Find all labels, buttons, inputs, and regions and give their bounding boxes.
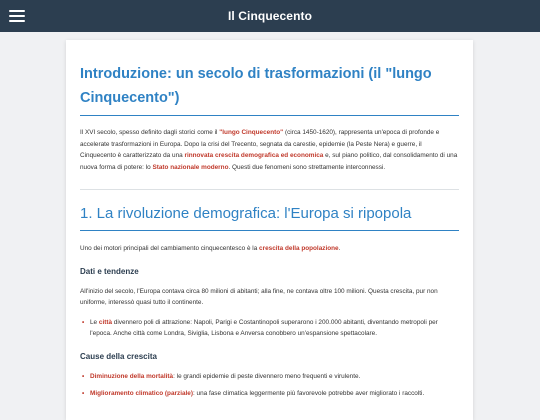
text: e, sul piano politico, dal consolidamento di una nuova forma di potere: lo — [80, 152, 458, 171]
text: divennero poli di attrazione: Napoli, Parigi e Costantinopoli superarono i 200.000 abitanti, diventando metropoli per l'epoca. Anche città come Londra, Siviglia, Lisbona e Anversa conobbero un'espansione spettacolare. — [90, 318, 438, 337]
text: : le grandi epidemie di peste divennero meno frequenti e virulente. — [173, 372, 361, 380]
content-card — [66, 40, 473, 420]
text: (circa 1450-1620), rappresenta un'epoca di profonde e accelerate trasformazioni in Europa. Dopo la crisi del Trecento, segnata da carestie, epidemie (la Peste Nera) e guerre, il Cinquecento è caratterizzato da una — [80, 129, 440, 159]
subheading-cause: Cause della crescita — [80, 351, 157, 361]
text: Il XVI secolo, spesso definito dagli storici come il — [80, 129, 220, 136]
section-intro-paragraph — [80, 243, 459, 255]
menu-bar — [9, 20, 25, 22]
app-header — [0, 0, 540, 32]
cause-list — [80, 371, 459, 400]
highlight-crescita-popolazione: crescita della popolazione — [259, 245, 339, 252]
dati-list — [80, 317, 459, 340]
text: : una fase climatica leggermente più favorevole potrebbe aver migliorato i raccolti. — [192, 390, 425, 397]
text: Le — [90, 318, 99, 326]
highlight-crescita: rinnovata crescita demografica ed economica — [184, 152, 324, 159]
text: . — [338, 245, 341, 252]
menu-bar — [9, 10, 25, 12]
hamburger-menu-icon[interactable] — [8, 7, 26, 25]
dati-paragraph: All'inizio del secolo, l'Europa contava circa 80 milioni di abitanti; alla fine, ne contava oltre 100 milioni. Questa crescita, pur non uniforme, interessò quasi tutto il continente. — [80, 287, 438, 306]
menu-bar — [9, 15, 25, 17]
highlight-lungo-cinquecento: "lungo Cinquecento" — [219, 129, 284, 136]
highlight-clima: Miglioramento climatico (parziale) — [90, 390, 193, 397]
app-title: Il Cinquecento — [227, 9, 313, 23]
intro-paragraph — [80, 127, 459, 173]
highlight-stato-nazionale: Stato nazionale moderno — [152, 163, 229, 171]
section-divider — [80, 189, 459, 190]
list-item — [80, 388, 459, 400]
list-item — [80, 371, 459, 383]
section-heading: 1. La rivoluzione demografica: l'Europa si ripopola — [80, 204, 459, 231]
subheading-dati: Dati e tendenze — [80, 266, 139, 276]
list-item — [80, 317, 459, 340]
highlight-citta: città — [98, 318, 113, 326]
intro-heading: Introduzione: un secolo di trasformazioni (il "lungo Cinquecento") — [80, 62, 459, 116]
highlight-mortalita: Diminuzione della mortalità — [90, 372, 174, 380]
text: . Questi due fenomeni sono strettamente interconnessi. — [228, 163, 386, 171]
text: Uno dei motori principali del cambiamento cinquecentesco è la — [80, 245, 260, 252]
